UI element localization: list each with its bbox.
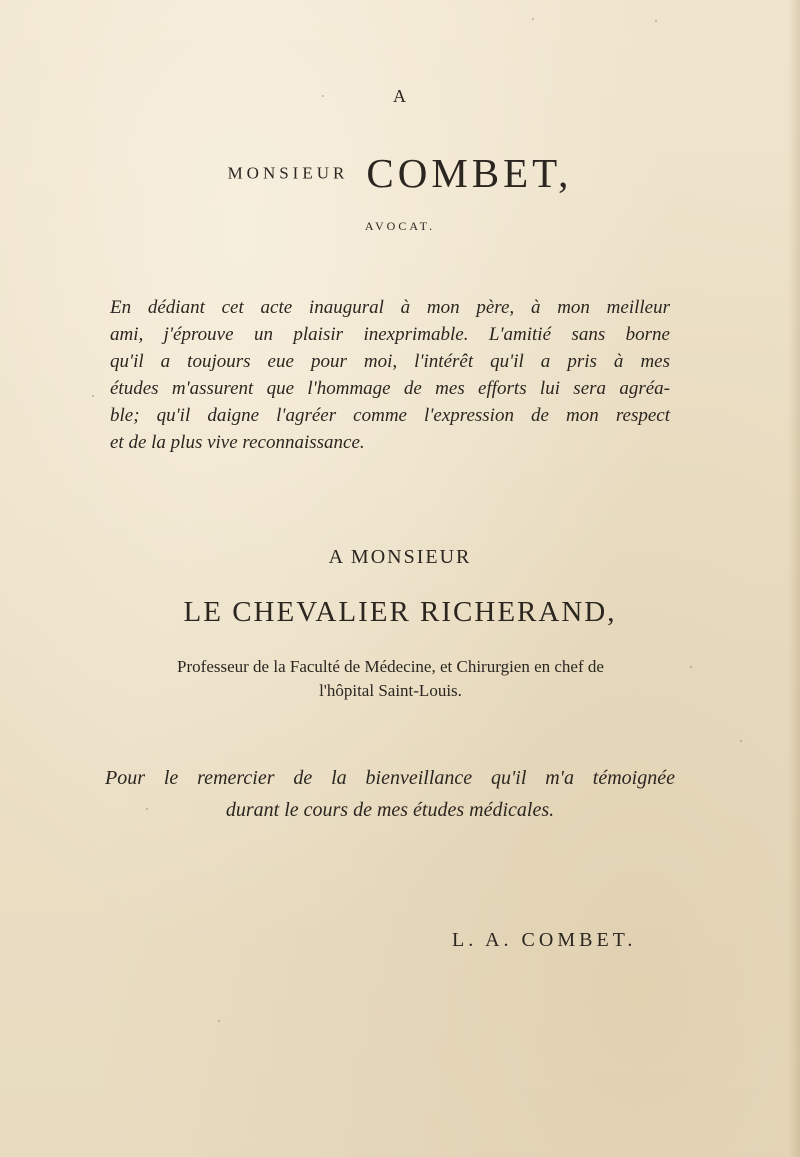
second-dedicatee-title-line-1: Professeur de la Faculté de Médecine, et Chirurgien en chef de	[177, 657, 604, 676]
dedication-line-1: En dédiant cet acte inaugural à mon père, à mon meilleur	[110, 297, 670, 318]
dedicatee-profession: AVOCAT.	[364, 219, 436, 233]
paper-speck	[690, 666, 692, 668]
second-dedicatee-name: LE CHEVALIER RICHERAND,	[183, 596, 617, 628]
thanks-paragraph	[105, 762, 675, 826]
dedicatee-title-monsieur: MONSIEUR	[227, 163, 349, 183]
paper-speck	[655, 20, 657, 22]
paper-speck	[218, 1020, 220, 1022]
dedication-heading-a: A	[393, 86, 407, 106]
author-signature: L. A. COMBET.	[452, 929, 637, 951]
dedication-line-2: ami, j'éprouve un plaisir inexprimable. L'amitié sans borne	[110, 324, 670, 345]
second-dedicatee-title-line-2: l'hôpital Saint-Louis.	[319, 681, 462, 700]
dedication-line-5: ble; qu'il daigne l'agréer comme l'expression de mon respect	[110, 405, 670, 426]
dedication-paragraph	[110, 294, 670, 456]
paper-speck	[532, 18, 534, 20]
paper-speck	[92, 395, 94, 397]
dedicatee-name: COMBET,	[366, 150, 573, 197]
thanks-line-1: Pour le remercier de la bienveillance qu'il m'a témoignée	[105, 767, 675, 789]
dedication-line-3: qu'il a toujours eue pour moi, l'intérêt qu'il a pris à mes	[110, 351, 670, 372]
paper-speck	[322, 95, 324, 97]
thanks-line-2: durant le cours de mes études médicales.	[225, 799, 555, 821]
second-dedicatee-title	[108, 655, 673, 703]
dedication-line-4: études m'assurent que l'hommage de mes efforts lui sera agréa-	[110, 378, 670, 399]
second-dedication-heading: A MONSIEUR	[328, 546, 472, 568]
paper-speck	[740, 740, 742, 742]
dedicatee-title	[0, 146, 800, 200]
dedication-line-6: et de la plus vive reconnaissance.	[110, 432, 365, 453]
paper-speck	[146, 808, 148, 810]
